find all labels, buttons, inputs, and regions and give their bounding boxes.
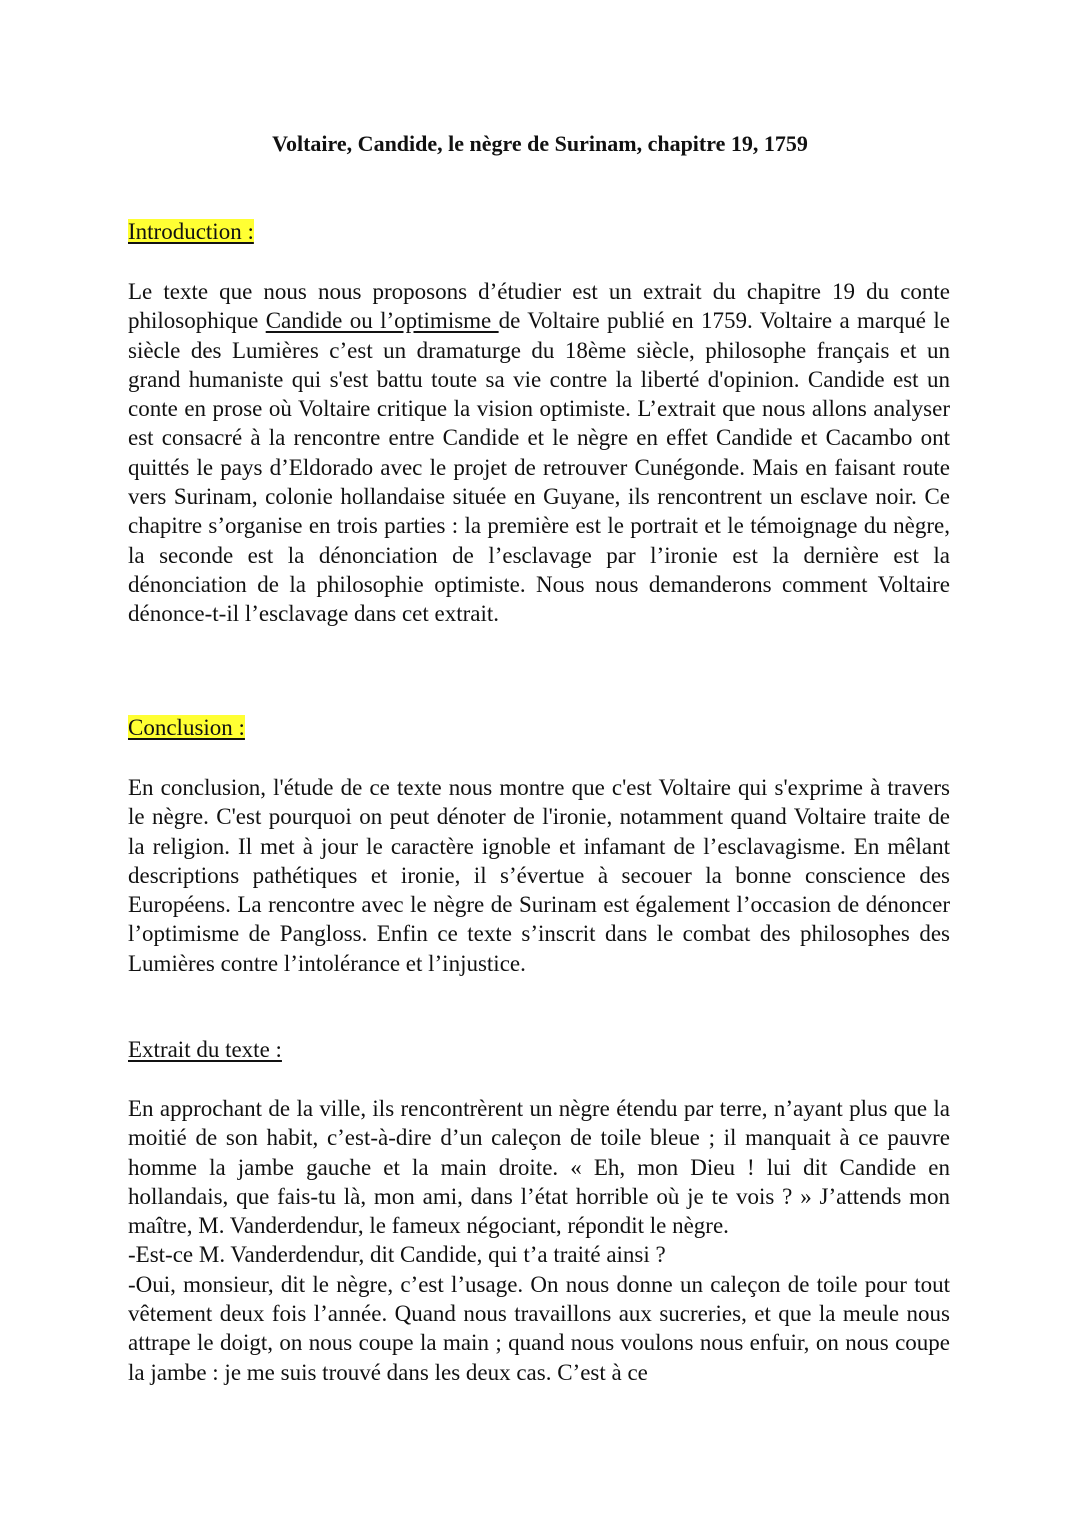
- introduction-text-start: Le texte que nous nous proposons d’étudier est un extrait du chapitre 19 du conte philosophique: [128, 279, 950, 334]
- extrait-heading: Extrait du texte :: [128, 1037, 282, 1062]
- introduction-heading: Introduction :: [128, 219, 254, 244]
- conclusion-paragraph: En conclusion, l'étude de ce texte nous montre que c'est Voltaire qui s'exprime à travers le nègre. C'est pourquoi on peut dénoter de l'ironie, notamment quand Voltaire traite de la religion. Il met à jour le caractère ignoble et infamant de l’esclavagisme. En mêlant descriptions pathétiques et ironie, il s’évertue à secouer la bonne conscience des Européens. La rencontre avec le nègre de Surinam est également l’occasion de dénoncer l’optimisme de Pangloss. Enfin ce texte s’inscrit dans le combat des philosophes des Lumières contre l’intolérance et l’injustice.: [128, 775, 950, 976]
- extrait-paragraph: [128, 1094, 950, 1387]
- extrait-dialogue-candide: -Est-ce M. Vanderdendur, dit Candide, qui t’a traité ainsi ?: [128, 1242, 666, 1268]
- work-title-underlined: Candide ou l’optimisme: [265, 308, 499, 334]
- document-title: Voltaire, Candide, le nègre de Surinam, chapitre 19, 1759: [272, 131, 808, 156]
- introduction-text-end: de Voltaire publié en 1759. Voltaire a marqué le siècle des Lumières c’est un dramaturge du 18ème siècle, philosophe français et un grand humaniste qui s'est battu toute sa vie contre la liberté d'opinion. Candide est un conte en prose où Voltaire critique la vision optimiste. L’extrait que nous allons analyser est consacré à la rencontre entre Candide et le nègre en effet Candide et Cacambo ont quittés le pays d’Eldorado avec le projet de retrouver Cunégonde. Mais en faisant route vers Surinam, colonie hollandaise située en Guyane, ils rencontrent un esclave noir. Ce chapitre s’organise en trois parties : la première est le portrait et le témoignage du nègre, la seconde est la dénonciation de l’esclavage par l’ironie est la dernière est la dénonciation de la philosophie optimiste. Nous nous demanderons comment Voltaire dénonce-t-il l’esclavage dans cet extrait.: [128, 308, 950, 627]
- extrait-dialogue-negre: -Oui, monsieur, dit le nègre, c’est l’usage. On nous donne un caleçon de toile pour tout vêtement deux fois l’année. Quand nous travaillons aux sucreries, et que la meule nous attrape le doigt, on nous coupe la main ; quand nous voulons nous enfuir, on nous coupe la jambe : je me suis trouvé dans les deux cas. C’est à ce: [128, 1271, 950, 1385]
- conclusion-heading: Conclusion :: [128, 715, 245, 740]
- introduction-paragraph: [128, 277, 950, 629]
- extrait-narration: En approchant de la ville, ils rencontrèrent un nègre étendu par terre, n’ayant plus que la moitié de son habit, c’est-à-dire d’un caleçon de toile bleue ; il manquait à ce pauvre homme la jambe gauche et la main droite. « Eh, mon Dieu ! lui dit Candide en hollandais, que fais-tu là, mon ami, dans l’état horrible où je te vois ? » J’attends mon maître, M. Vanderdendur, le fameux négociant, répondit le nègre.: [128, 1096, 950, 1239]
